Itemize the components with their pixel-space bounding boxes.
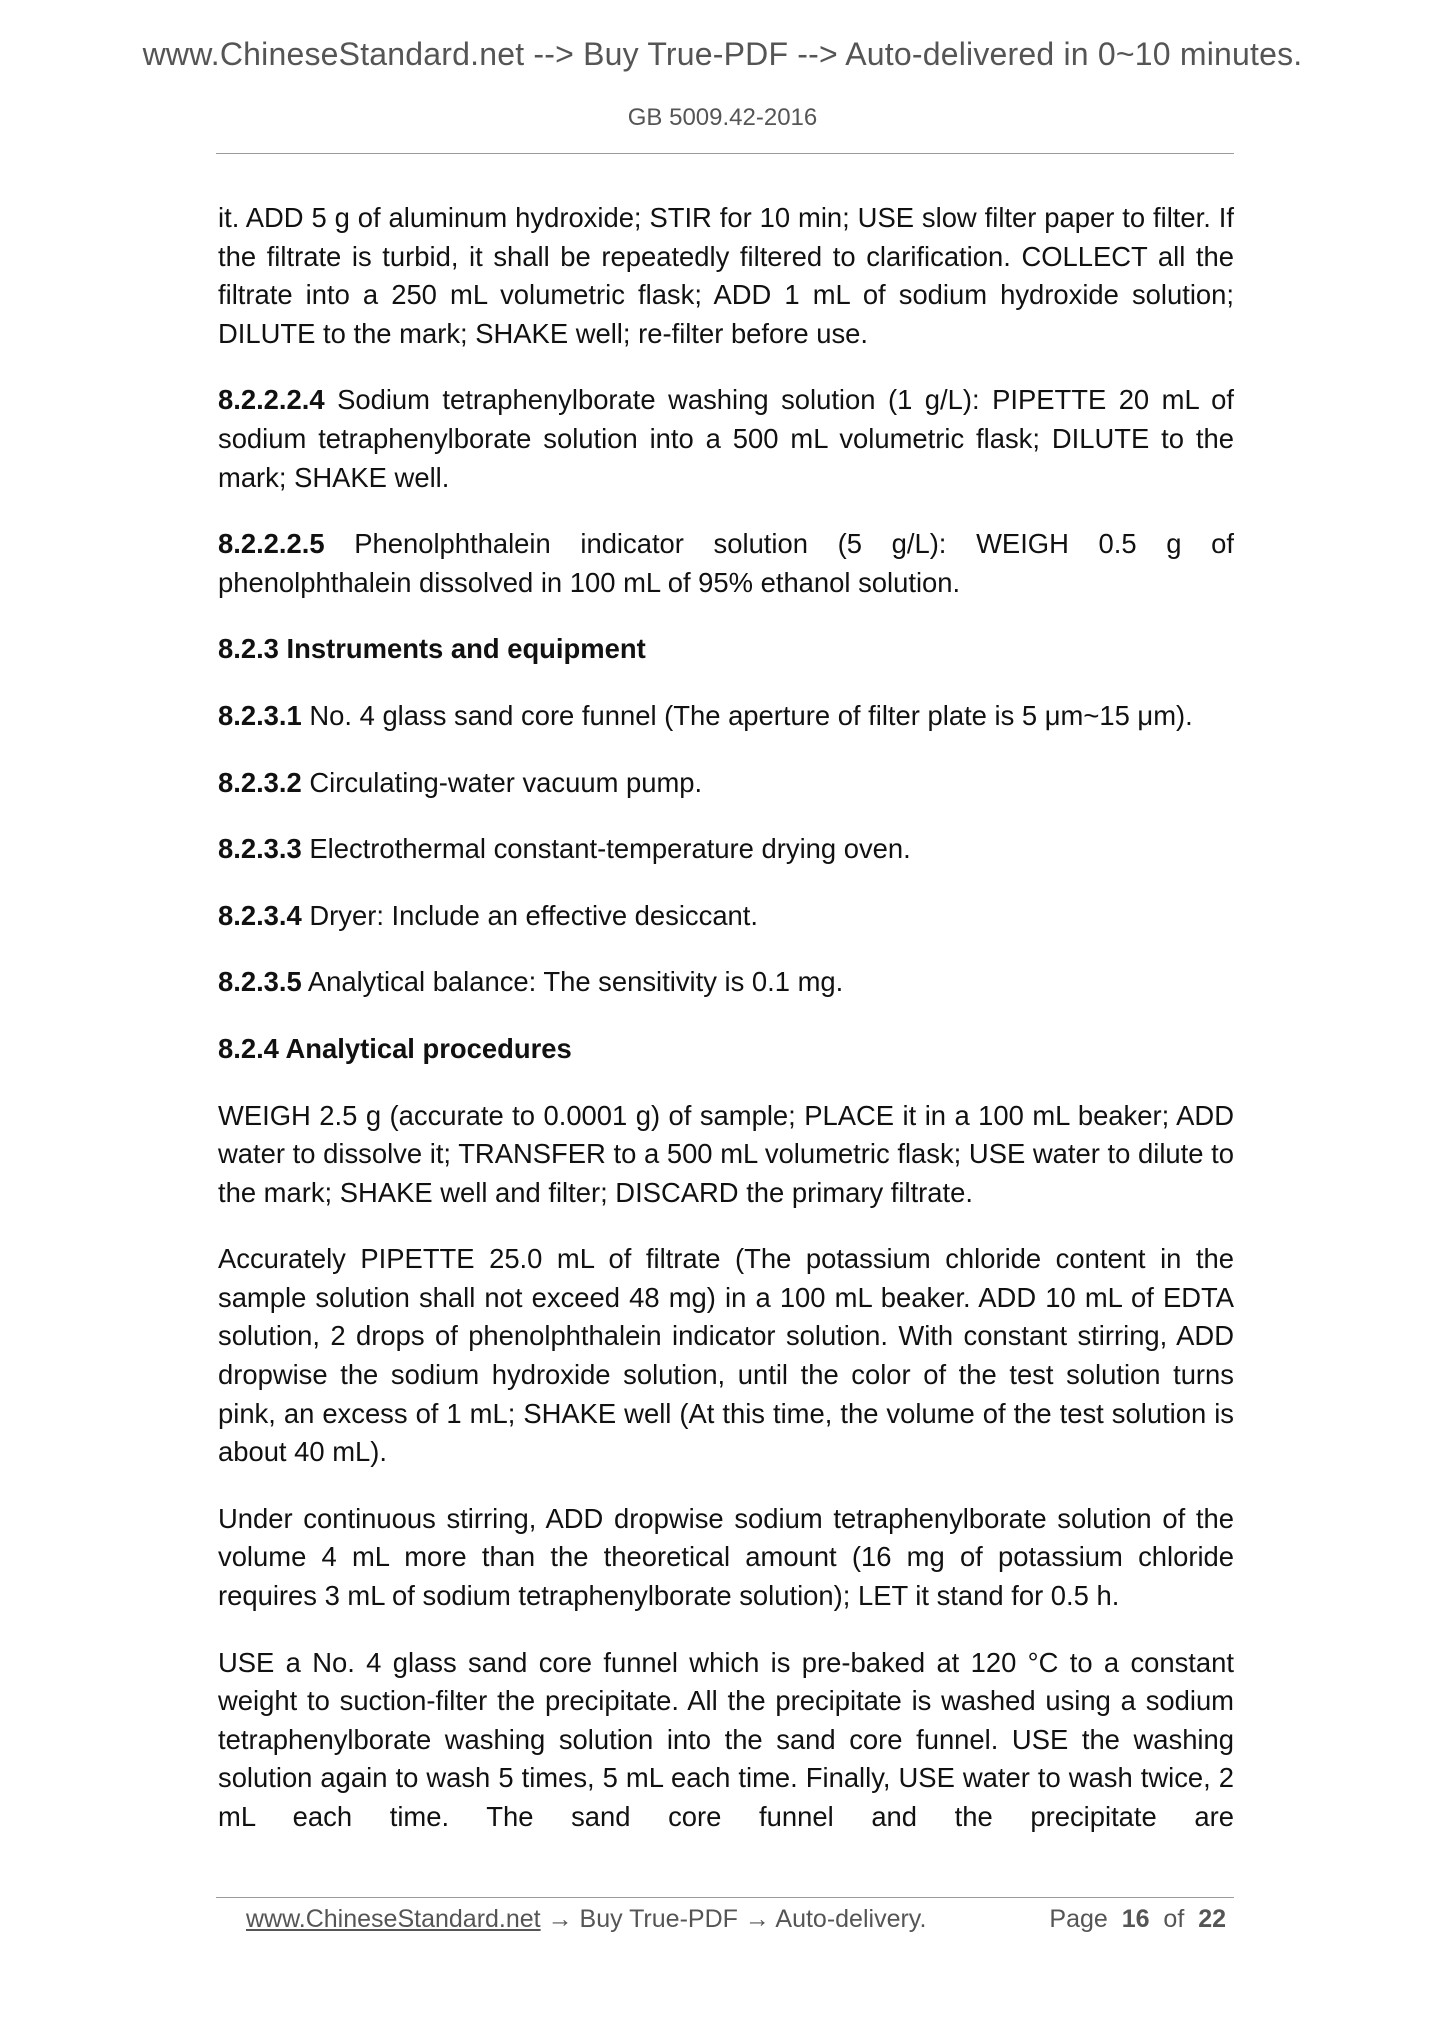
- clause-text: Electrothermal constant-temperature drying oven.: [301, 833, 911, 865]
- clause-number: 8.2.3.5: [218, 966, 302, 998]
- footer-divider: [216, 1897, 1234, 1898]
- page-footer: [216, 1905, 1234, 1941]
- clause-text: Sodium tetraphenylborate washing solution (1 g/L): PIPETTE 20 mL of sodium tetraphenylborate solution into a 500 mL volumetric flask; DILUTE to the mark; SHAKE well.: [218, 384, 1234, 493]
- page-counter: [1049, 1905, 1226, 1934]
- clause-number: 8.2.2.2.5: [218, 528, 325, 560]
- clause-paragraph: [218, 963, 1234, 1002]
- clause-paragraph: [218, 764, 1234, 803]
- clause-text: Circulating-water vacuum pump.: [301, 766, 703, 798]
- body-paragraph: it. ADD 5 g of aluminum hydroxide; STIR for 10 min; USE slow filter paper to filter. If the filtrate is turbid, it shall be repeatedly filtered to clarification. COLLECT all the filtrate into a 250 mL volumetric flask; ADD 1 mL of sodium hydroxide solution; DILUTE to the mark; SHAKE well; re-filter before use.: [218, 202, 1234, 349]
- footer-site-link[interactable]: www.ChineseStandard.net: [246, 1905, 541, 1933]
- clause-text: Analytical balance: The sensitivity is 0.1 mg.: [301, 966, 844, 998]
- clause-number: 8.2.2.2.4: [218, 384, 325, 416]
- clause-number: 8.2.3.3: [218, 833, 302, 865]
- footer-promo: [246, 1905, 926, 1934]
- footer-tagline: → Buy True-PDF → Auto-delivery.: [540, 1905, 927, 1933]
- section-heading: 8.2.3 Instruments and equipment: [218, 633, 646, 665]
- body-paragraph: USE a No. 4 glass sand core funnel which is pre-baked at 120 °C to a constant weight to suction-filter the precipitate. All the precipitate is washed using a sodium tetraphenylborate washing solution into the sand core funnel. USE the washing solution again to wash 5 times, 5 mL each time. Finally, USE water to wash twice, 2 mL each time. The sand core funnel and the precipitate are: [218, 1646, 1234, 1832]
- standard-number: GB 5009.42-2016: [627, 104, 818, 131]
- clause-text: Phenolphthalein indicator solution (5 g/L): WEIGH 0.5 g of phenolphthalein dissolved in 100 mL of 95% ethanol solution.: [218, 528, 1234, 598]
- section-heading: 8.2.4 Analytical procedures: [218, 1032, 572, 1064]
- clause-paragraph: [218, 897, 1234, 936]
- clause-paragraph: [218, 830, 1234, 869]
- page-current: 16: [1121, 1905, 1150, 1933]
- clause-text: No. 4 glass sand core funnel (The aperture of filter plate is 5 μm~15 μm).: [301, 699, 1193, 731]
- header-banner: www.ChineseStandard.net --> Buy True-PDF --> Auto-delivered in 0~10 minutes.: [142, 36, 1303, 72]
- header-divider: [216, 153, 1234, 154]
- clause-number: 8.2.3.1: [218, 699, 302, 731]
- clause-text: Dryer: Include an effective desiccant.: [301, 899, 759, 931]
- body-paragraph: WEIGH 2.5 g (accurate to 0.0001 g) of sample; PLACE it in a 100 mL beaker; ADD water to dissolve it; TRANSFER to a 500 mL volumetric flask; USE water to dilute to the mark; SHAKE well and filter; DISCARD the primary filtrate.: [218, 1099, 1234, 1208]
- page-of-label: of: [1163, 1905, 1185, 1933]
- page-total: 22: [1198, 1905, 1226, 1933]
- clause-paragraph: [218, 697, 1234, 736]
- clause-paragraph: [218, 381, 1234, 497]
- clause-paragraph: [218, 525, 1234, 602]
- clause-number: 8.2.3.4: [218, 899, 302, 931]
- document-body: [218, 199, 1234, 1837]
- body-paragraph: Under continuous stirring, ADD dropwise sodium tetraphenylborate solution of the volume 4 mL more than the theoretical amount (16 mg of potassium chloride requires 3 mL of sodium tetraphenylborate solution); LET it stand for 0.5 h.: [218, 1502, 1234, 1612]
- body-paragraph: Accurately PIPETTE 25.0 mL of filtrate (The potassium chloride content in the sample solution shall not exceed 48 mg) in a 100 mL beaker. ADD 10 mL of EDTA solution, 2 drops of phenolphthalein indicator solution. With constant stirring, ADD dropwise the sodium hydroxide solution, until the color of the test solution turns pink, an excess of 1 mL; SHAKE well (At this time, the volume of the test solution is about 40 mL).: [218, 1243, 1234, 1468]
- clause-number: 8.2.3.2: [218, 766, 302, 798]
- page-label: Page: [1049, 1905, 1108, 1933]
